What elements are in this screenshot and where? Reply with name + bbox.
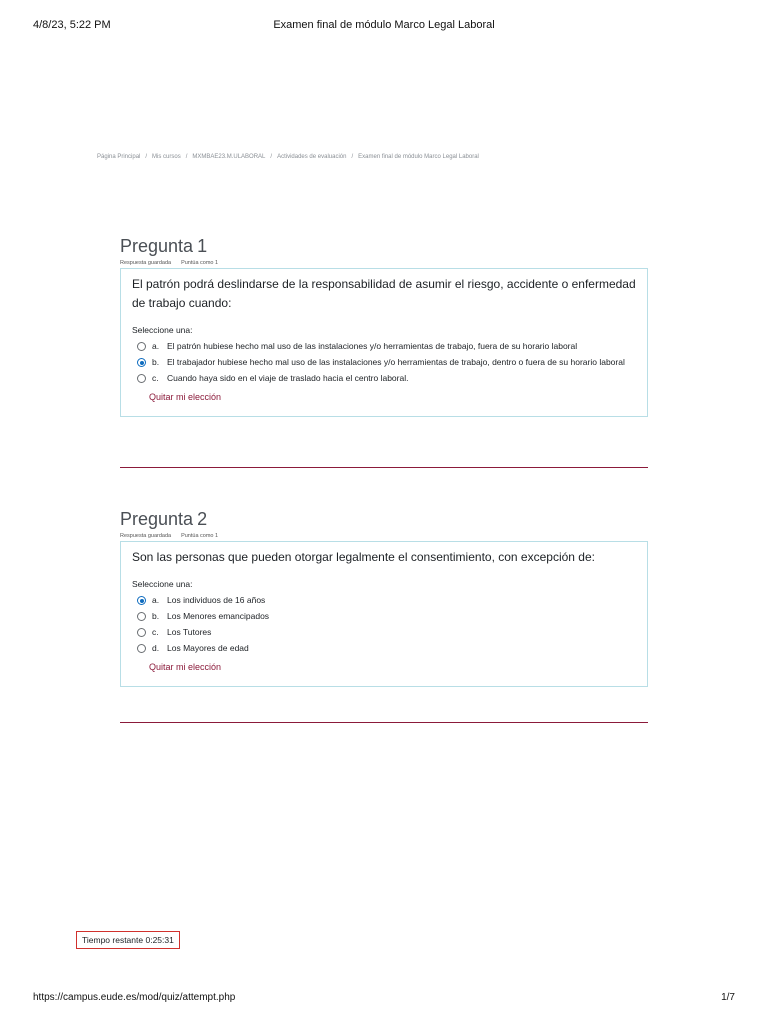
breadcrumb-home[interactable]: Página Principal (97, 154, 141, 160)
option-letter: d. (152, 643, 160, 653)
radio-button-checked[interactable] (137, 596, 146, 605)
breadcrumb-activities[interactable]: Actividades de evaluación (277, 154, 347, 160)
question-info (120, 533, 648, 541)
breadcrumb-my-courses[interactable]: Mis cursos (152, 154, 181, 160)
breadcrumb-exam[interactable]: Examen final de módulo Marco Legal Laboral (358, 154, 479, 160)
option-text[interactable]: Los Menores emancipados (167, 611, 270, 621)
breadcrumb-course[interactable]: MXMBAE23.M.ULABORAL (192, 154, 266, 160)
question-label: Pregunta (120, 509, 194, 529)
question-title (120, 509, 648, 529)
question-content-box (120, 268, 648, 417)
radio-button-checked[interactable] (137, 358, 146, 367)
radio-button[interactable] (137, 612, 146, 621)
question-grade: Puntúa como 1 (181, 533, 219, 539)
option-letter: b. (152, 611, 160, 621)
answer-option-d[interactable] (137, 641, 636, 655)
breadcrumb-separator: / (351, 154, 354, 160)
radio-button[interactable] (137, 342, 146, 351)
breadcrumb-separator: / (270, 154, 273, 160)
answer-prompt: Seleccione una: (132, 579, 193, 589)
option-text[interactable]: Los individuos de 16 años (167, 595, 266, 605)
print-page-number: 1/7 (721, 992, 735, 1003)
question-state: Respuesta guardada (120, 533, 172, 539)
option-text[interactable]: Cuando haya sido en el viaje de traslado hacia el centro laboral. (167, 373, 409, 383)
print-url: https://campus.eude.es/mod/quiz/attempt.php (33, 992, 236, 1003)
answer-option-c[interactable] (137, 625, 636, 639)
answer-prompt: Seleccione una: (132, 325, 193, 335)
option-letter: b. (152, 357, 160, 367)
clear-choice-link[interactable]: Quitar mi elección (149, 392, 222, 402)
radio-button[interactable] (137, 628, 146, 637)
question-divider (120, 722, 648, 723)
question-number: 1 (197, 236, 208, 256)
answer-option-c[interactable] (137, 371, 636, 385)
print-date: 4/8/23, 5:22 PM (33, 19, 111, 31)
print-doc-title: Examen final de módulo Marco Legal Laboral (273, 19, 495, 31)
option-text[interactable]: Los Tutores (167, 627, 212, 637)
question-label: Pregunta (120, 236, 194, 256)
question-text: Son las personas que pueden otorgar legalmente el consentimiento, con excepción de: (132, 550, 595, 564)
option-letter: c. (152, 627, 159, 637)
answer-option-b[interactable] (137, 609, 636, 623)
question-text: El patrón podrá deslindarse de la responsabilidad de asumir el riesgo, accidente o enfermedad de trabajo cuando: (132, 277, 636, 310)
question-state: Respuesta guardada (120, 260, 172, 266)
question-grade: Puntúa como 1 (181, 260, 219, 266)
option-letter: a. (152, 341, 160, 351)
print-header (0, 19, 768, 33)
answer-option-a[interactable] (137, 339, 636, 353)
breadcrumb-separator: / (145, 154, 148, 160)
option-text[interactable]: El patrón hubiese hecho mal uso de las instalaciones y/o herramientas de trabajo, fuera de su horario laboral (167, 341, 578, 351)
question-title (120, 236, 648, 256)
timer-value: 0:25:31 (145, 935, 174, 945)
question-content-box (120, 541, 648, 687)
question-divider (120, 467, 648, 468)
option-text[interactable]: Los Mayores de edad (167, 643, 249, 653)
clear-choice-link[interactable]: Quitar mi elección (149, 662, 222, 672)
timer-label: Tiempo restante (82, 935, 144, 945)
radio-button[interactable] (137, 644, 146, 653)
question-info (120, 260, 648, 268)
option-letter: c. (152, 373, 159, 383)
option-text[interactable]: El trabajador hubiese hecho mal uso de las instalaciones y/o herramientas de trabajo, dentro o fuera de su horario laboral (167, 357, 625, 367)
breadcrumb-separator: / (185, 154, 188, 160)
answer-option-b[interactable] (137, 355, 636, 369)
answer-option-a[interactable] (137, 593, 636, 607)
breadcrumb (97, 154, 479, 160)
radio-button[interactable] (137, 374, 146, 383)
time-remaining-box (76, 931, 180, 949)
question-number: 2 (197, 509, 208, 529)
question-2 (120, 509, 648, 687)
question-1 (120, 236, 648, 417)
option-letter: a. (152, 595, 160, 605)
